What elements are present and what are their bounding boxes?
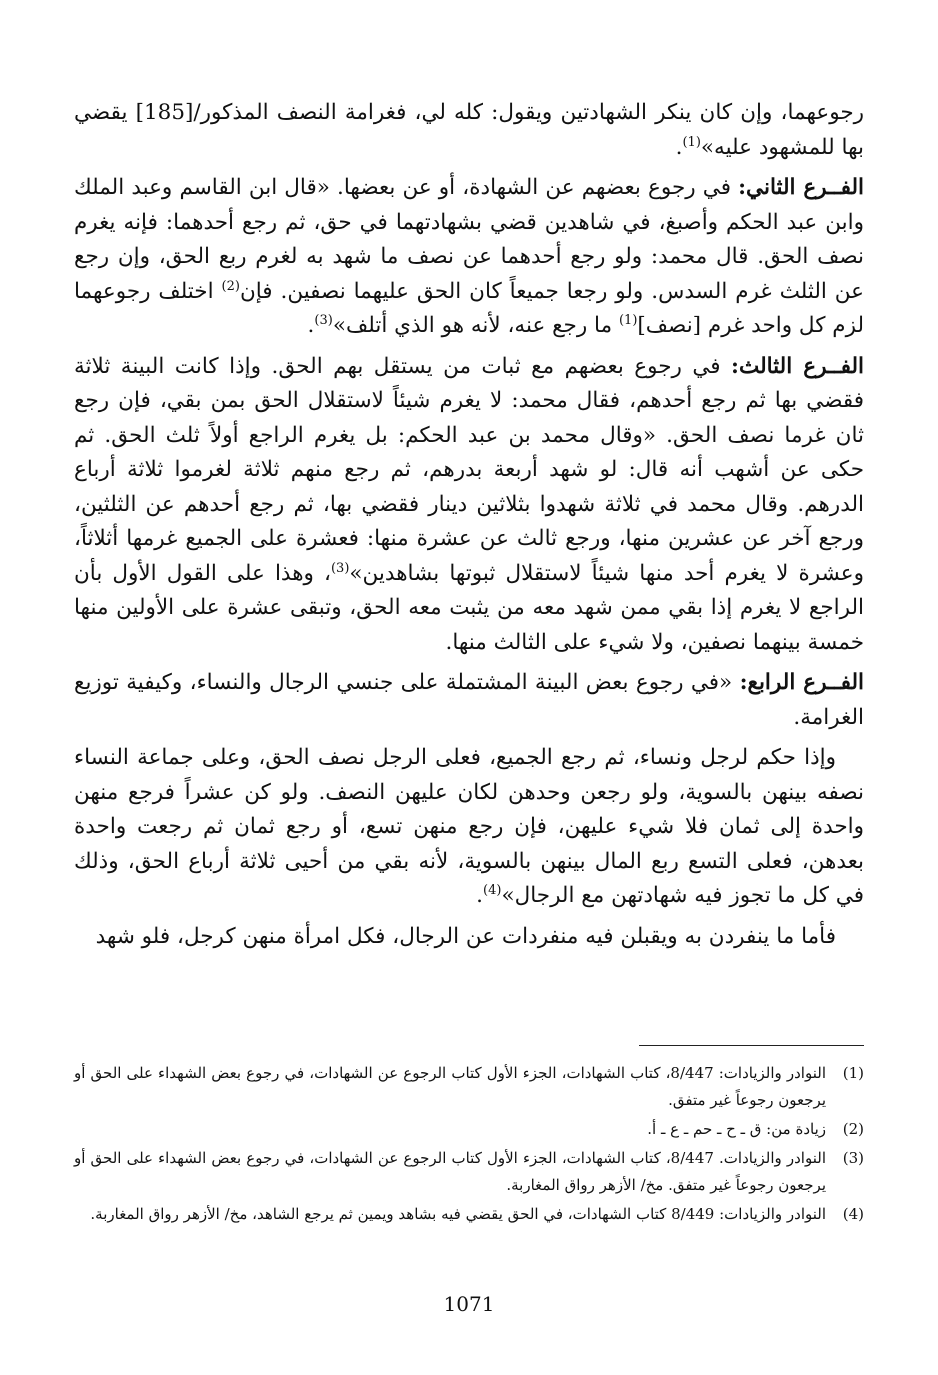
footnote-number: (3) (842, 1149, 864, 1167)
paragraph-end: . (793, 704, 801, 730)
paragraph-text: رجوعهما، وإن كان ينكر الشهادتين ويقول: كله لي، فغرامة النصف المذكور/[185] يقضي بها للمشهود عليه» (74, 100, 864, 160)
footnote-ref: (3) (330, 560, 350, 576)
paragraph-text: ما رجع عنه، لأنه هو الذي أتلف» (332, 313, 619, 338)
footnote-number: (4) (842, 1205, 864, 1223)
paragraph-end: . (476, 883, 484, 908)
paragraph-end: . (307, 313, 315, 338)
paragraph-end: . (445, 629, 453, 655)
section-heading: الفــرع الثاني: (738, 175, 865, 200)
footnote-ref: (1) (618, 312, 638, 328)
footnote-divider (639, 1045, 864, 1046)
paragraph-end: . (675, 134, 683, 160)
paragraph-text: «في رجوع بعض البينة المشتملة على جنسي الرجال والنساء، وكيفية توزيع الغرامة (74, 670, 864, 730)
footnote-text: النوادر والزيادات: 8/447، كتاب الشهادات، الجزء الأول كتاب الرجوع عن الشهادات، في رجوع بعض الشهداء على الحق أو يرجعون رجوعاً غير متفق. (74, 1064, 826, 1109)
footnote-ref: (2) (221, 278, 240, 294)
footnote-ref: (3) (314, 312, 333, 328)
footnote-number: (2) (842, 1120, 864, 1138)
footnote-ref: (4) (483, 882, 502, 898)
footnote-text: النوادر والزيادات. 8/447، كتاب الشهادات، الجزء الأول كتاب الرجوع عن الشهادات، في رجوع بعض الشهداء على الحق أو يرجعون رجوعاً غير متفق. مخ/ الأزهر رواق المغاربة. (74, 1149, 826, 1194)
paragraph-text: وإذا حكم لرجل ونساء، ثم رجع الجميع، فعلى الرجل نصف الحق، وعلى جماعة النساء نصفه بينهن بالسوية، ولو رجعن وحدهن لكان عليهن النصف. ولو كن عشراً فرجع منهن واحدة إلى ثمان فلا شيء عليهن، فإن رجع منهن تسع، أو رجع ثمان ثم رجعت واحدة بعدهن، فعلى التسع ربع المال بينهن بالسوية، لأنه بقي من أحيى ثلاثة أرباع الحق، وذلك في كل ما تجوز فيه شهادتهن مع الرجال» (74, 745, 864, 908)
section-heading: الفــرع الرابع: (739, 670, 864, 695)
paragraph-3 (74, 350, 864, 661)
paragraph-text: في رجوع بعضهم عن الشهادة، أو عن بعضها. «قال ابن القاسم وعبد الملك وابن عبد الحكم وأصبغ، في شاهدين قضي بشهادتهما في حق، ثم رجع أحدهما: فإنه يغرم نصف الحق. قال محمد: ولو رجع أحدهما عن نصف ما شهد به لغرم ربع الحق، وإن رجع عن الثلث غرم السدس. ولو رجعا جميعاً كان الحق عليهما نصفين. فإن (74, 175, 864, 304)
footnote-item (74, 1060, 864, 1114)
footnote-ref: (1) (682, 134, 701, 150)
paragraph-text: اختلف رجوعهما لزم كل واحد غرم [نصف] (74, 278, 864, 338)
paragraph-text: في رجوع بعضهم مع ثبات من يستقل بهم الحق. وإذا كانت البينة ثلاثة فقضي بها ثم رجع أحدهم، فقال محمد: لا يغرم شيئاً لاستقلال الحق بمن بقي، فإن رجع ثان غرما نصف الحق. «وقال محمد بن عبد الحكم: بل يغرم الراجع أولاً ثلث الحق. ثم حكى عن أشهب أنه قال: لو شهد أربعة بدرهم، ثم رجع منهم ثلاثة لغرموا ثلاثة أرباع الدرهم. وقال محمد في ثلاثة شهدوا بثلاثين دينار فقضي بها، ثم رجع أحدهم عن الثلثين، ورجع آخر عن عشرين منها، ورجع ثالث عن عشرة منها: فعشرة على الجميع غرمها أثلاثاً، وعشرة لا يغرم أحد منها شيئاً لاستقلال ثبوتها بشاهدين» (74, 353, 864, 586)
section-heading: الفــرع الثالث: (731, 353, 865, 379)
paragraph-2 (74, 171, 864, 344)
footnote-text: زيادة من: ق ـ ح ـ حم ـ ع ـ أ. (647, 1120, 826, 1138)
footnote-item (74, 1116, 864, 1143)
footnote-item (74, 1145, 864, 1199)
main-text (74, 96, 864, 954)
paragraph-1 (74, 96, 864, 165)
paragraph-4 (74, 666, 864, 735)
paragraph-5 (74, 741, 864, 914)
paragraph-text: ، وهذا على القول الأول بأن الراجع لا يغرم إذا بقي ممن شهد معه من يثبت معه الحق، وتبقى عشرة على الأولين منها خمسة بينهما نصفين، ولا شيء على الثالث منها (74, 560, 864, 655)
footnote-text: النوادر والزيادات: 8/449 كتاب الشهادات، في الحق يقضي فيه بشاهد ويمين ثم يرجع الشاهد، مخ/ الأزهر رواق المغاربة. (90, 1205, 826, 1223)
footnote-number: (1) (842, 1064, 864, 1082)
paragraph-6 (74, 920, 864, 955)
footnotes (74, 1060, 864, 1230)
page-number: 1071 (443, 1292, 495, 1316)
footnote-item (74, 1201, 864, 1228)
paragraph-text: فأما ما ينفردن به ويقبلن فيه منفردات عن الرجال، فكل امرأة منهن كرجل، فلو شهد (95, 923, 836, 949)
